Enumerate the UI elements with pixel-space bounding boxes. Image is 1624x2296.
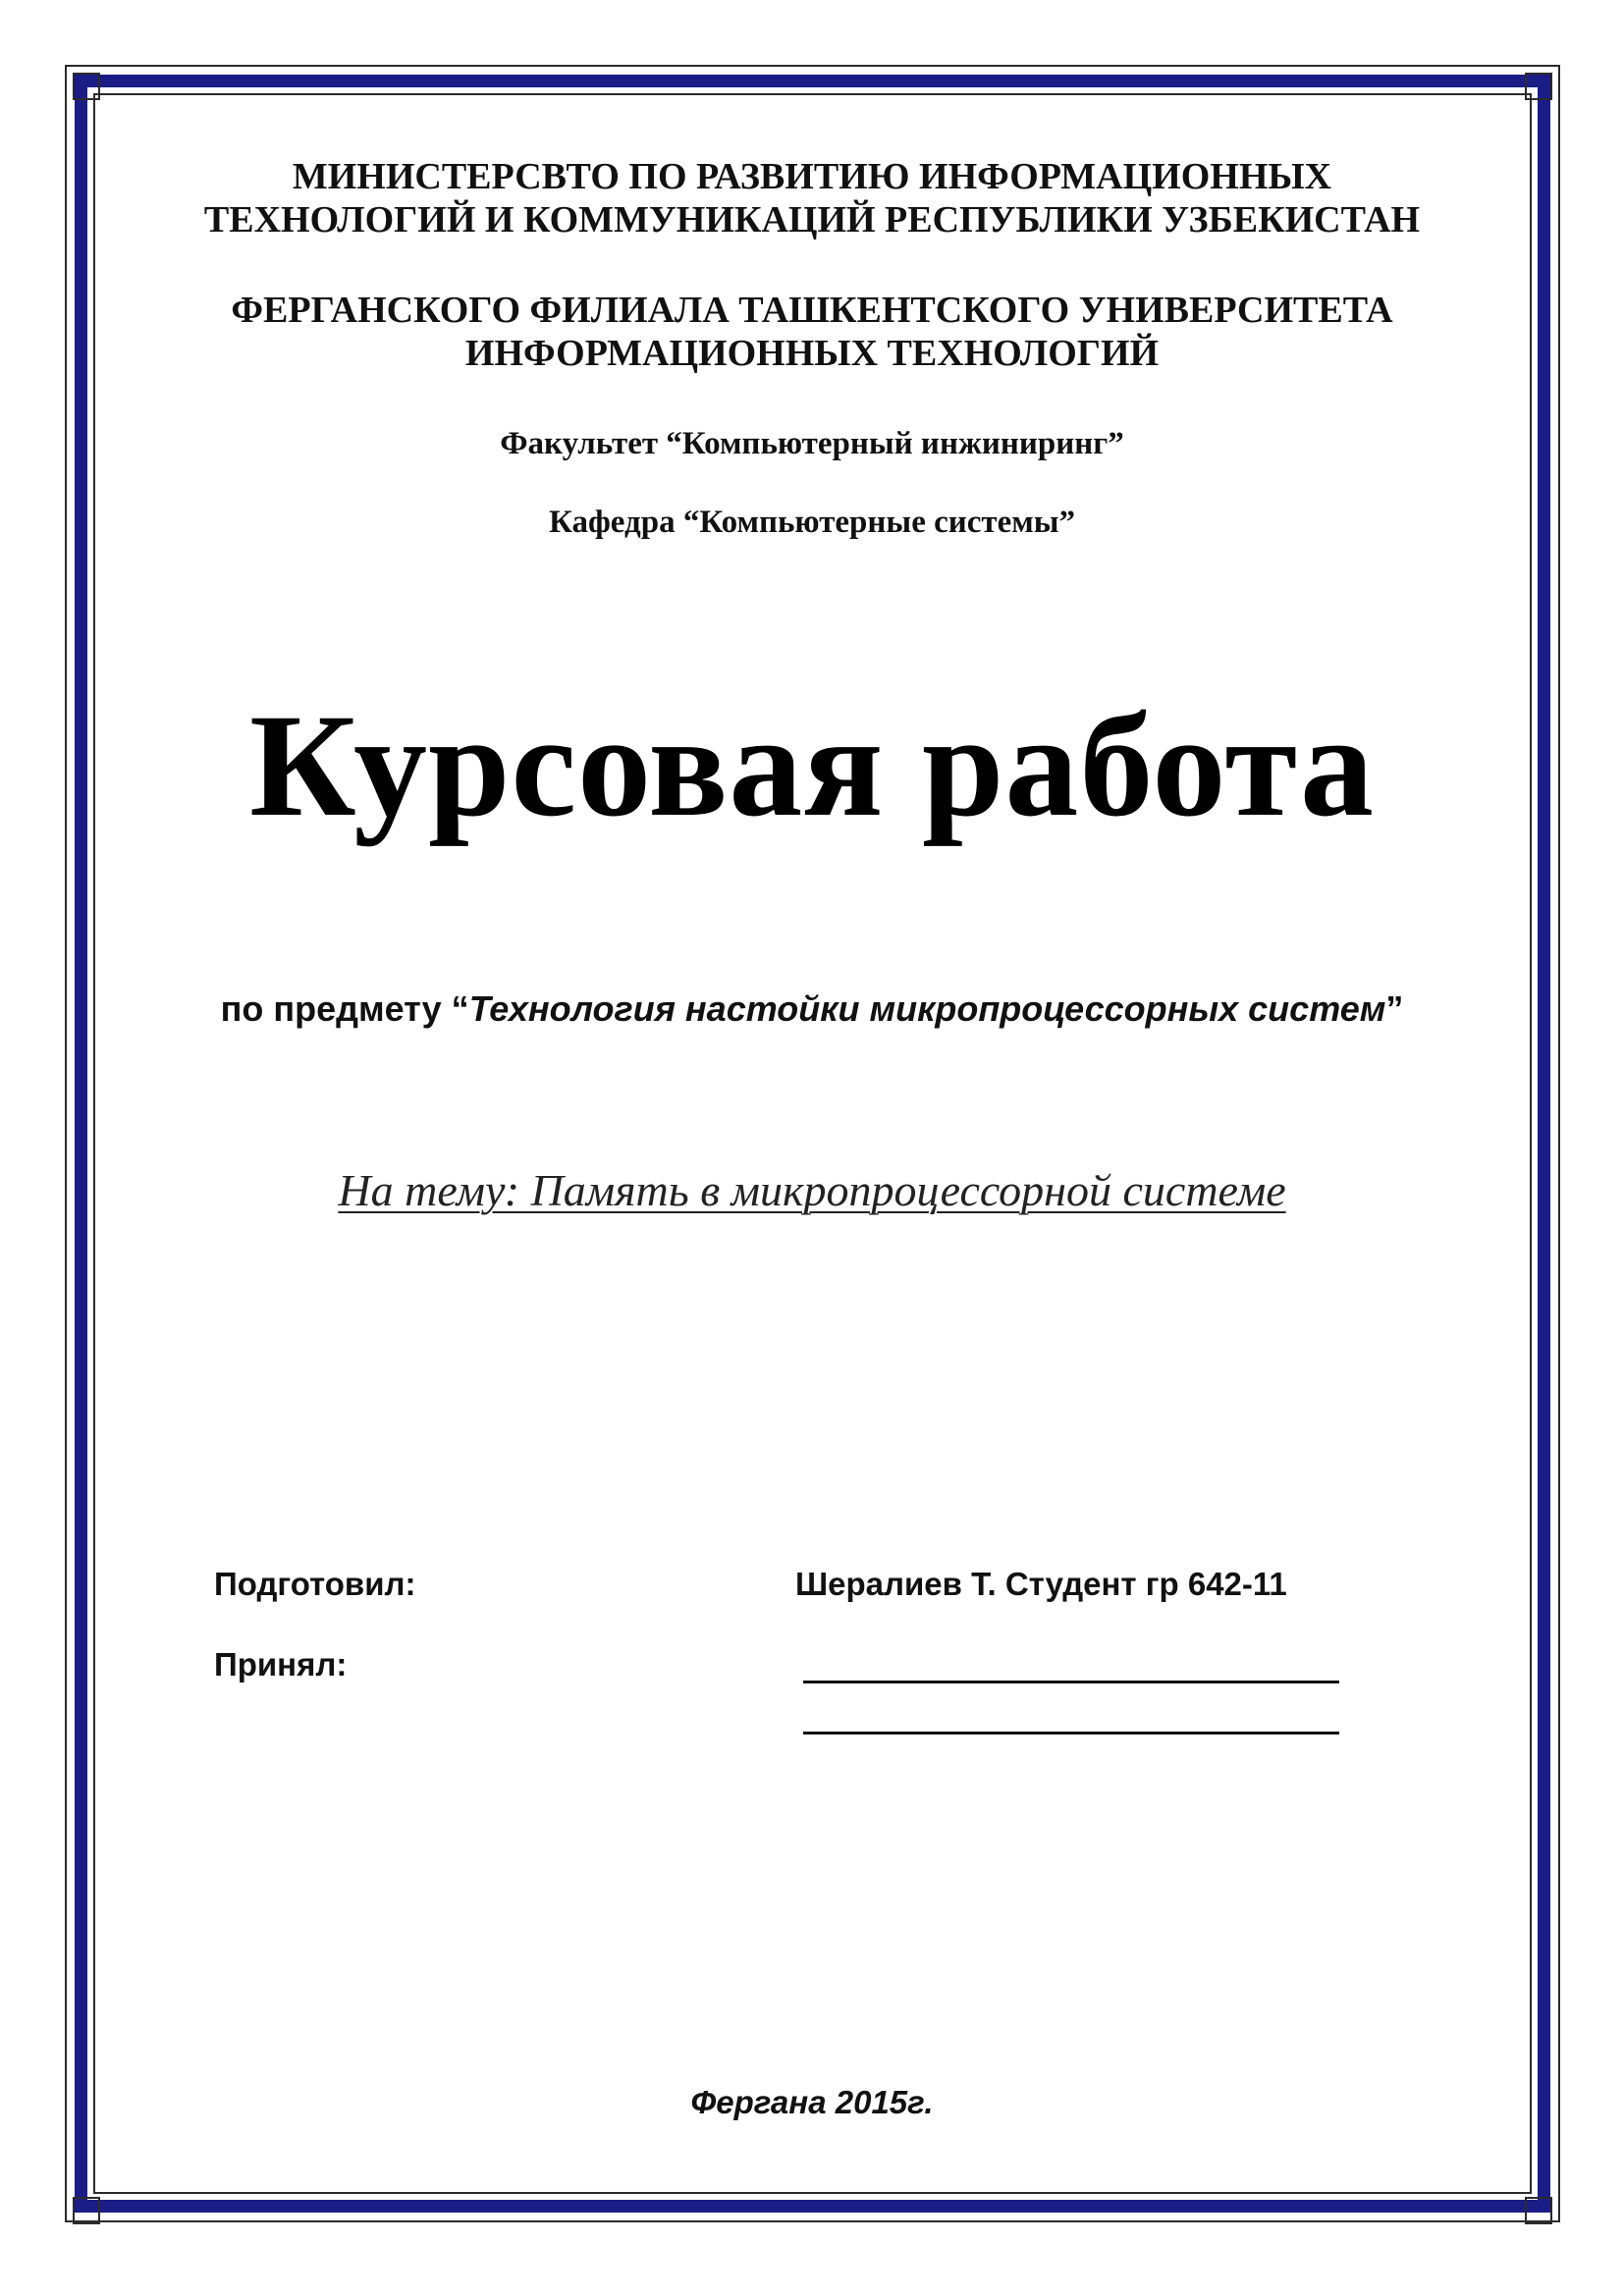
prepared-value: Шералиев Т. Студент гр 642-11 bbox=[795, 1566, 1287, 1602]
border-corner-ornament bbox=[1525, 2197, 1552, 2224]
department-name: Кафедра “Компьютерные системы” bbox=[548, 505, 1075, 540]
ministry-line-1: МИНИСТЕРСВТО ПО РАЗВИТИЮ ИНФОРМАЦИОННЫХ bbox=[292, 156, 1332, 197]
signature-line bbox=[803, 1732, 1339, 1735]
city-year: Фергана 2015г. bbox=[690, 2084, 934, 2120]
signature-line bbox=[803, 1681, 1339, 1683]
border-corner-ornament bbox=[73, 2197, 100, 2224]
subject-name: Технология настойки микропроцессорных систем bbox=[468, 988, 1386, 1029]
subject-line bbox=[0, 988, 1624, 1031]
accepted-label: Принял: bbox=[214, 1646, 348, 1682]
document-title: Курсовая работа bbox=[249, 684, 1375, 847]
prepared-label: Подготовил: bbox=[214, 1566, 416, 1602]
branch-line-2: ИНФОРМАЦИОННЫХ ТЕХНОЛОГИЙ bbox=[464, 333, 1160, 374]
subject-suffix: ” bbox=[1385, 988, 1404, 1029]
subject-prefix: по предмету “ bbox=[220, 988, 469, 1029]
faculty-name: Факультет “Компьютерный инжиниринг” bbox=[500, 426, 1124, 461]
page-border-inner bbox=[93, 93, 1532, 2194]
ministry-line-2: ТЕХНОЛОГИЙ И КОММУНИКАЦИЙ РЕСПУБЛИКИ УЗБЕКИСТАН bbox=[203, 199, 1421, 240]
border-corner-ornament bbox=[73, 73, 100, 100]
border-corner-ornament bbox=[1525, 73, 1552, 100]
topic-line: На тему: Память в микропроцессорной системе bbox=[338, 1165, 1286, 1215]
branch-line-1: ФЕРГАНСКОГО ФИЛИАЛА ТАШКЕНТСКОГО УНИВЕРСИТЕТА bbox=[231, 290, 1393, 331]
